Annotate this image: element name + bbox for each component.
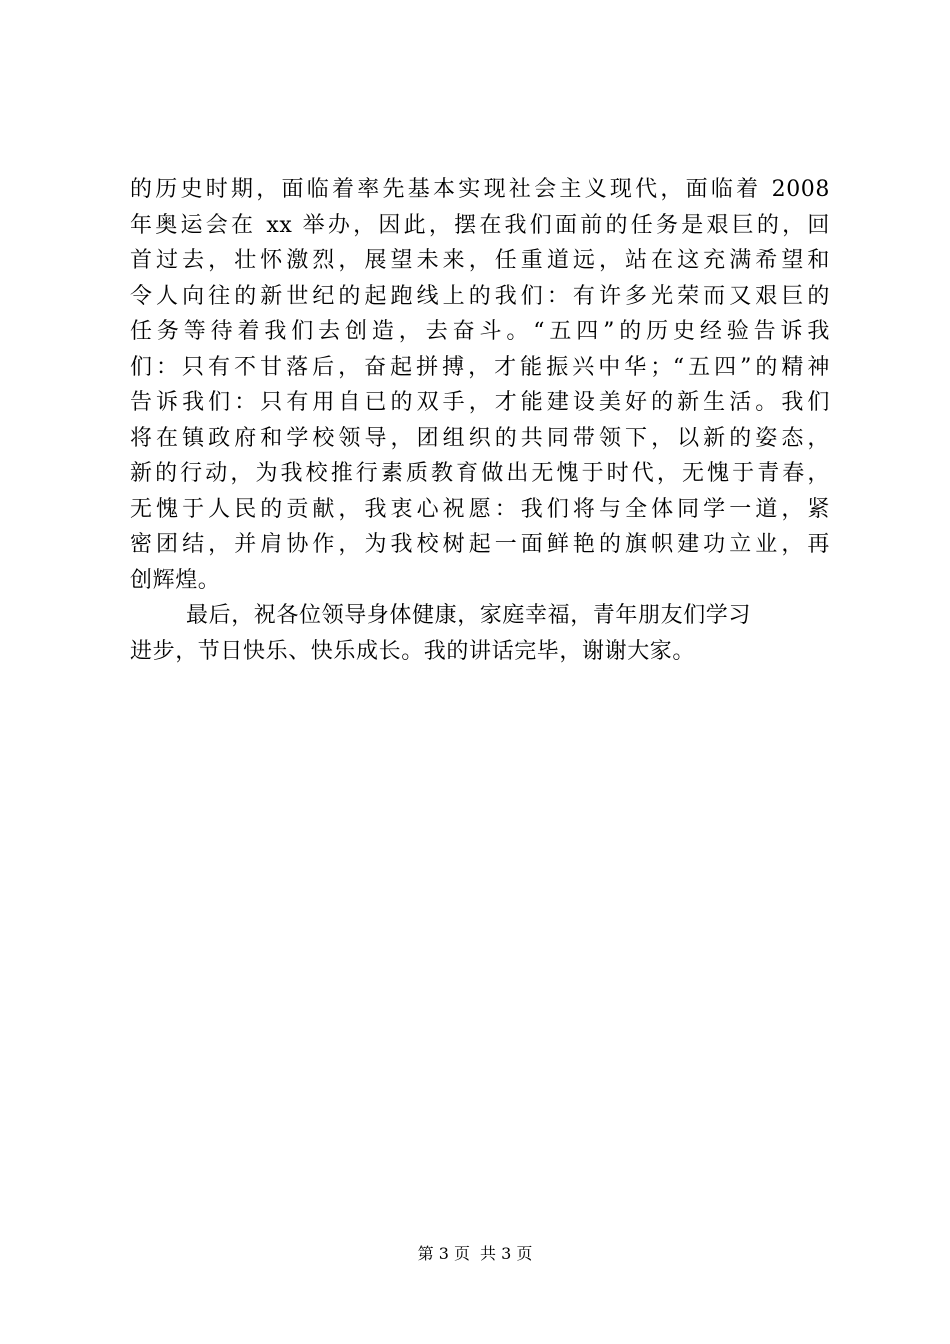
text-line: 的历史时期，面临着率先基本实现社会主义现代，面临着 2008 <box>130 177 830 202</box>
text-line: 将在镇政府和学校领导，团组织的共同带领下，以新的姿态， <box>130 425 830 451</box>
text-line: 最后，祝各位领导身体健康，家庭幸福，青年朋友们学习 <box>186 603 752 628</box>
text-line: 告诉我们：只有用自已的双手，才能建设美好的新生活。我们 <box>130 390 830 415</box>
text-line: 进步，节日快乐、快乐成长。我的讲话完毕，谢谢大家。 <box>130 638 696 664</box>
page-total: 共 3 页 <box>480 1244 533 1263</box>
text-line: 新的行动，为我校推行素质教育做出无愧于时代，无愧于青春， <box>130 461 830 486</box>
text-line: 年奥运会在 xx 举办，因此，摆在我们面前的任务是艰巨的，回 <box>130 212 830 238</box>
body-text <box>130 172 830 669</box>
text-line: 密团结，并肩协作，为我校树起一面鲜艳的旗帜建功立业，再 <box>130 532 830 557</box>
page-number: 第 3 页 <box>417 1244 470 1263</box>
text-line: 创辉煌。 <box>130 567 221 593</box>
text-line: 们：只有不甘落后，奋起拼搏，才能振兴中华；“五四”的精神 <box>130 354 830 380</box>
text-line: 首过去，壮怀激烈，展望未来，任重道远，站在这充满希望和 <box>130 248 830 273</box>
page-footer <box>0 1242 950 1266</box>
text-line: 无愧于人民的贡献，我衷心祝愿：我们将与全体同学一道，紧 <box>130 496 830 522</box>
text-line: 任务等待着我们去创造，去奋斗。“五四”的历史经验告诉我 <box>130 319 830 344</box>
text-line: 令人向往的新世纪的起跑线上的我们：有许多光荣而又艰巨的 <box>130 283 830 309</box>
